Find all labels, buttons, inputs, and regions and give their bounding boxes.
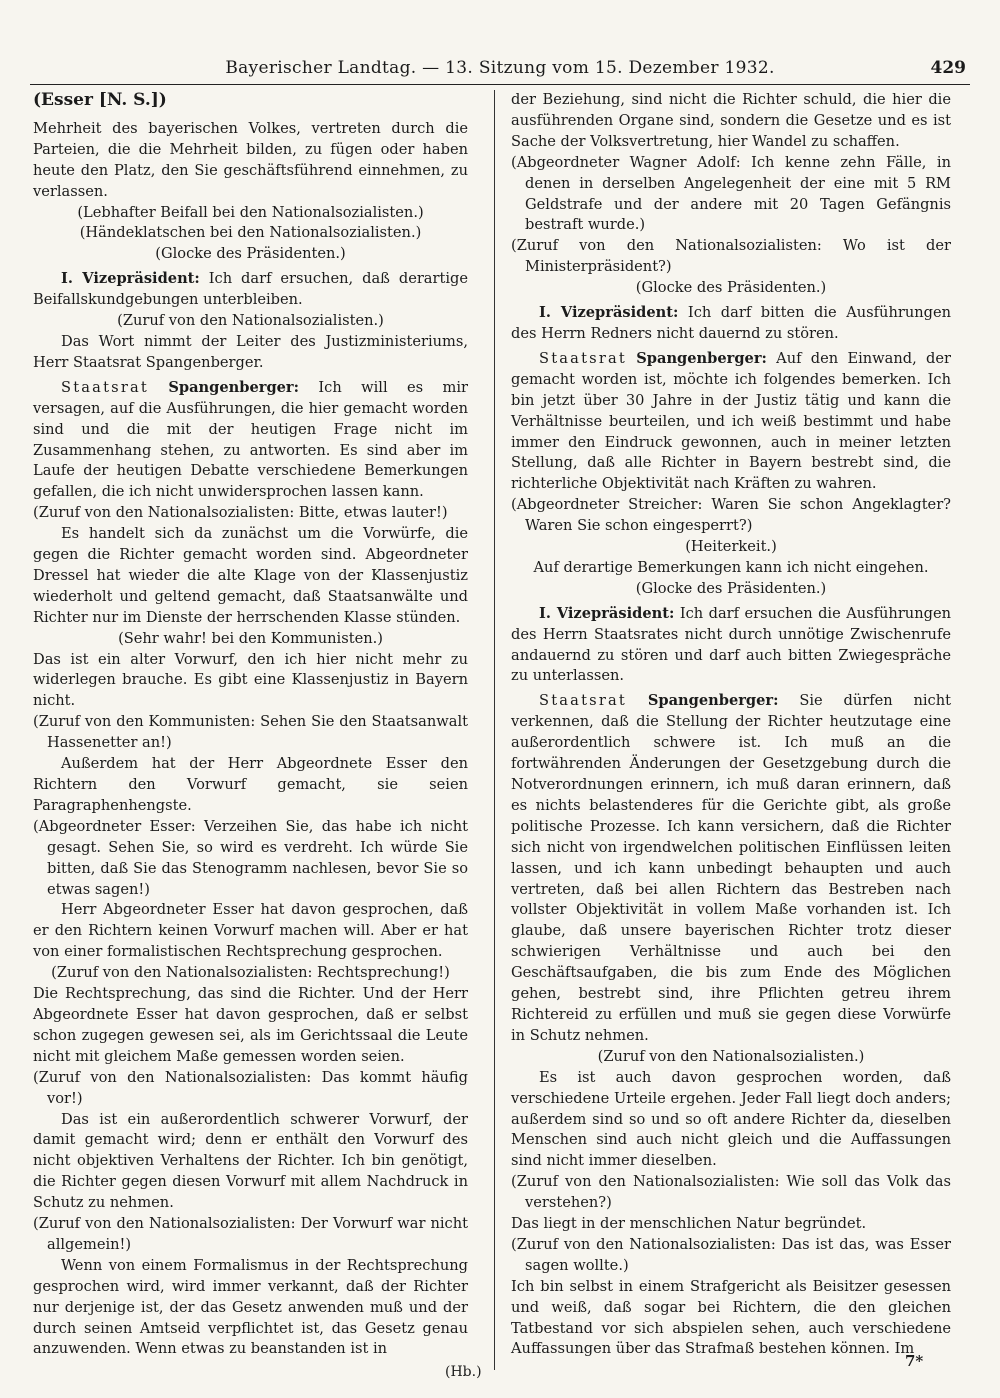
paragraph: Auf derartige Bemerkungen kann ich nicht eingehen. <box>533 558 929 576</box>
interjection: (Händeklatschen bei den Nationalsozialisten.) <box>79 224 422 242</box>
interjection: (Heiterkeit.) <box>685 538 777 556</box>
speech-vizepraesident <box>511 604 951 688</box>
speech-vizepraesident <box>33 269 468 311</box>
interjection: (Glocke des Präsidenten.) <box>635 279 827 297</box>
speech-text: Ich darf ersuchen, daß derartige Beifallskundgebungen unterbleiben. <box>33 270 468 309</box>
speaker-title: Staatsrat <box>539 692 627 710</box>
interjection: (Glocke des Präsidenten.) <box>155 245 346 263</box>
speaker-name: Spangenberger: <box>636 349 767 367</box>
speaker-name: Spangenberger: <box>168 378 300 396</box>
speaker-tag: (Esser [N. S.]) <box>33 90 167 110</box>
speech-text: Sie dürfen nicht verkennen, daß die Stellung der Richter heutzutage eine außerordentlich schwere ist. Ich muß an die fortwährenden Änderungen der Gesetzgebung durch die Notverordnungen erinnern, ich muß daran erinnern, daß es nichts belastenderes für die Gerichte gibt, als große politische Prozesse. Ich kann versichern, daß die Richter sich nicht von irgendwelchen politischen Einflüssen leiten lassen, und ich kann unbedingt behaupten und auch vertreten, daß bei allen Richtern das Bestreben nach vollster Objektivität in vollem Maße vorhanden ist. Ich glaube, daß unsere bayerischen Richter trotz dieser schwierigen Verhältnisse und auch bei den Geschäftsaufgaben, die bis zum Ende des Möglichen gehen, bestrebt sind, ihre Pflichten getreu ihrem Richtereid zu erfüllen und muß sie gegen diese Vorwürfe in Schutz nehmen. <box>511 692 951 1044</box>
speaker-name: I. Vizepräsident: <box>539 304 679 322</box>
paragraph: Es ist auch davon gesprochen worden, daß verschiedene Urteile ergehen. Jeder Fall liegt doch anders; außerdem sind so und so oft andere Richter da, dieselben Menschen sind auch nicht gleich und die Auffassungen sind nicht immer dieselben. <box>511 1068 951 1170</box>
running-title: Bayerischer Landtag. — 13. Sitzung vom 15. Dezember 1932. <box>225 58 775 78</box>
sheet-signature: 7* <box>905 1352 924 1370</box>
speaker-title: Staatsrat <box>61 378 149 396</box>
interjection: (Zuruf von den Nationalsozialisten: Wo ist der Ministerpräsident?) <box>511 237 951 276</box>
speech-text: Auf den Einwand, der gemacht worden ist, möchte ich folgendes bemerken. Ich bin jetzt über 30 Jahre in der Justiz tätig und kann die Verhältnisse beurteilen, und ich weiß bestimmt und habe immer den Eindruck gewonnen, auch in meiner letzten Stellung, daß alle Richter in Bayern bestrebt sind, die richterliche Objektivität nach Kräften zu wahren. <box>511 349 951 493</box>
page-number: 429 <box>930 58 966 78</box>
interjection: (Zuruf von den Nationalsozialisten: Wie soll das Volk das verstehen?) <box>511 1173 951 1212</box>
paragraph: Das Wort nimmt der Leiter des Justizministeriums, Herr Staatsrat Spangenberger. <box>33 332 468 371</box>
speaker-name: I. Vizepräsident: <box>539 604 675 622</box>
interjection: (Zuruf von den Nationalsozialisten: Der Vorwurf war nicht allgemein!) <box>33 1215 468 1253</box>
paragraph: Herr Abgeordneter Esser hat davon gesprochen, daß er den Richtern keinen Vorwurf machen will. Aber er hat von einer formalistischen Rechtsprechung gesprochen. <box>33 901 468 961</box>
interjection: (Abgeordneter Wagner Adolf: Ich kenne zehn Fälle, in denen in derselben Angelegenheit der eine mit 5 RM Geldstrafe und der andere mit 20 Tagen Gefängnis bestraft wurde.) <box>511 153 951 234</box>
right-column <box>511 90 951 1360</box>
interjection: (Lebhafter Beifall bei den Nationalsozialisten.) <box>77 203 424 221</box>
paragraph: Das ist ein alter Vorwurf, den ich hier nicht mehr zu widerlegen brauche. Es gibt eine Klassenjustiz in Bayern nicht. <box>33 650 468 710</box>
speech-vizepraesident <box>511 303 951 345</box>
speaker-name: Spangenberger: <box>647 692 779 710</box>
paragraph: Ich bin selbst in einem Strafgericht als Beisitzer gesessen und weiß, daß sogar bei Richtern, die den gleichen Tatbestand vor sich abspielen sehen, auch verschiedene Auffassungen über das Strafmaß bestehen können. Im <box>511 1277 951 1358</box>
paragraph: der Beziehung, sind nicht die Richter schuld, die hier die ausführenden Organe sind, sondern die Gesetze und es ist Sache der Volksvertretung, hier Wandel zu schaffen. <box>511 91 951 150</box>
speech-text: Ich will es mir versagen, auf die Ausführungen, die hier gemacht worden sind und die mit der heutigen Frage nicht im Zusammenhang stehen, zu antworten. Es sind aber im Laufe der heutigen Debatte verschiedene Bemerkungen gefallen, die ich nicht unwidersprochen lassen kann. <box>33 378 468 501</box>
interjection: (Zuruf von den Nationalsozialisten: Das kommt häufig vor!) <box>33 1068 468 1107</box>
speech-staatsrat <box>511 691 951 1046</box>
left-column <box>33 90 468 1360</box>
column-divider <box>494 90 495 1370</box>
interjection: (Zuruf von den Nationalsozialisten: Rechtsprechung!) <box>51 964 450 982</box>
paragraph: Wenn von einem Formalismus in der Rechtsprechung gesprochen wird, wird immer verkannt, daß der Richter nur derjenige ist, der das Gesetz anwenden muß und der durch seinen Amtseid verpflichtet ist, das Gesetz genau anzuwenden. Wenn etwas zu beanstanden ist in <box>33 1256 468 1358</box>
paragraph: Es handelt sich da zunächst um die Vorwürfe, die gegen die Richter gemacht worden sind. Abgeordneter Dressel hat wieder die alte Klage von der Klassenjustiz wiederholt und geltend gemacht, daß Staatsanwälte und Richter nur im Dienste der herrschenden Klasse stünden. <box>33 525 468 626</box>
interjection: (Zuruf von den Kommunisten: Sehen Sie den Staatsanwalt Hassenetter an!) <box>33 713 468 752</box>
interjection: (Zuruf von den Nationalsozialisten: Bitte, etwas lauter!) <box>33 504 448 522</box>
interjection: (Glocke des Präsidenten.) <box>635 579 827 597</box>
speech-staatsrat <box>511 349 951 495</box>
paragraph: Das ist ein außerordentlich schwerer Vorwurf, der damit gemacht wird; denn er enthält den Vorwurf des nicht objektiven Verhaltens der Richter. Ich bin genötigt, die Richter gegen diesen Vorwurf mit allem Nachdruck in Schutz zu nehmen. <box>33 1110 468 1212</box>
speaker-name: I. Vizepräsident: <box>61 270 200 288</box>
speech-staatsrat <box>33 378 468 503</box>
interjection: (Abgeordneter Esser: Verzeihen Sie, das habe ich nicht gesagt. Sehen Sie, so wird es verdreht. Ich würde Sie bitten, daß Sie das Stenogramm nachlesen, bevor Sie so etwas sagen!) <box>33 817 468 898</box>
interjection: (Abgeordneter Streicher: Waren Sie schon Angeklagter? Waren Sie schon eingesperrt?) <box>511 496 951 535</box>
paragraph: Mehrheit des bayerischen Volkes, vertreten durch die Parteien, die die Mehrheit bilden, zu fügen oder haben heute den Platz, den Sie geschäftsführend einnehmen, zu verlassen. <box>33 119 468 200</box>
paragraph: Die Rechtsprechung, das sind die Richter. Und der Herr Abgeordnete Esser hat davon gesprochen, daß er selbst schon zugegen gewesen sei, als im Gerichtssaal die Leute nicht mit gleichem Maße gemessen worden seien. <box>33 985 468 1065</box>
speaker-title: Staatsrat <box>539 349 627 367</box>
interjection: (Sehr wahr! bei den Kommunisten.) <box>118 629 383 647</box>
paragraph: Das liegt in der menschlichen Natur begründet. <box>511 1215 867 1233</box>
interjection: (Zuruf von den Nationalsozialisten: Das ist das, was Esser sagen wollte.) <box>511 1235 951 1274</box>
interjection: (Zuruf von den Nationalsozialisten.) <box>597 1047 865 1065</box>
page-header <box>30 52 970 85</box>
paragraph: Außerdem hat der Herr Abgeordnete Esser den Richtern den Vorwurf gemacht, sie seien Paragraphenhengste. <box>33 755 468 814</box>
speech-text: Ich darf ersuchen die Ausführungen des Herrn Staatsrates nicht durch unnötige Zwischenrufe andauernd zu stören und darf auch bitten Zwiegespräche zu unterlassen. <box>511 604 951 685</box>
printer-mark: (Hb.) <box>445 1364 482 1380</box>
speech-text: Ich darf bitten die Ausführungen des Herrn Redners nicht dauernd zu stören. <box>511 304 951 342</box>
interjection: (Zuruf von den Nationalsozialisten.) <box>117 312 384 330</box>
